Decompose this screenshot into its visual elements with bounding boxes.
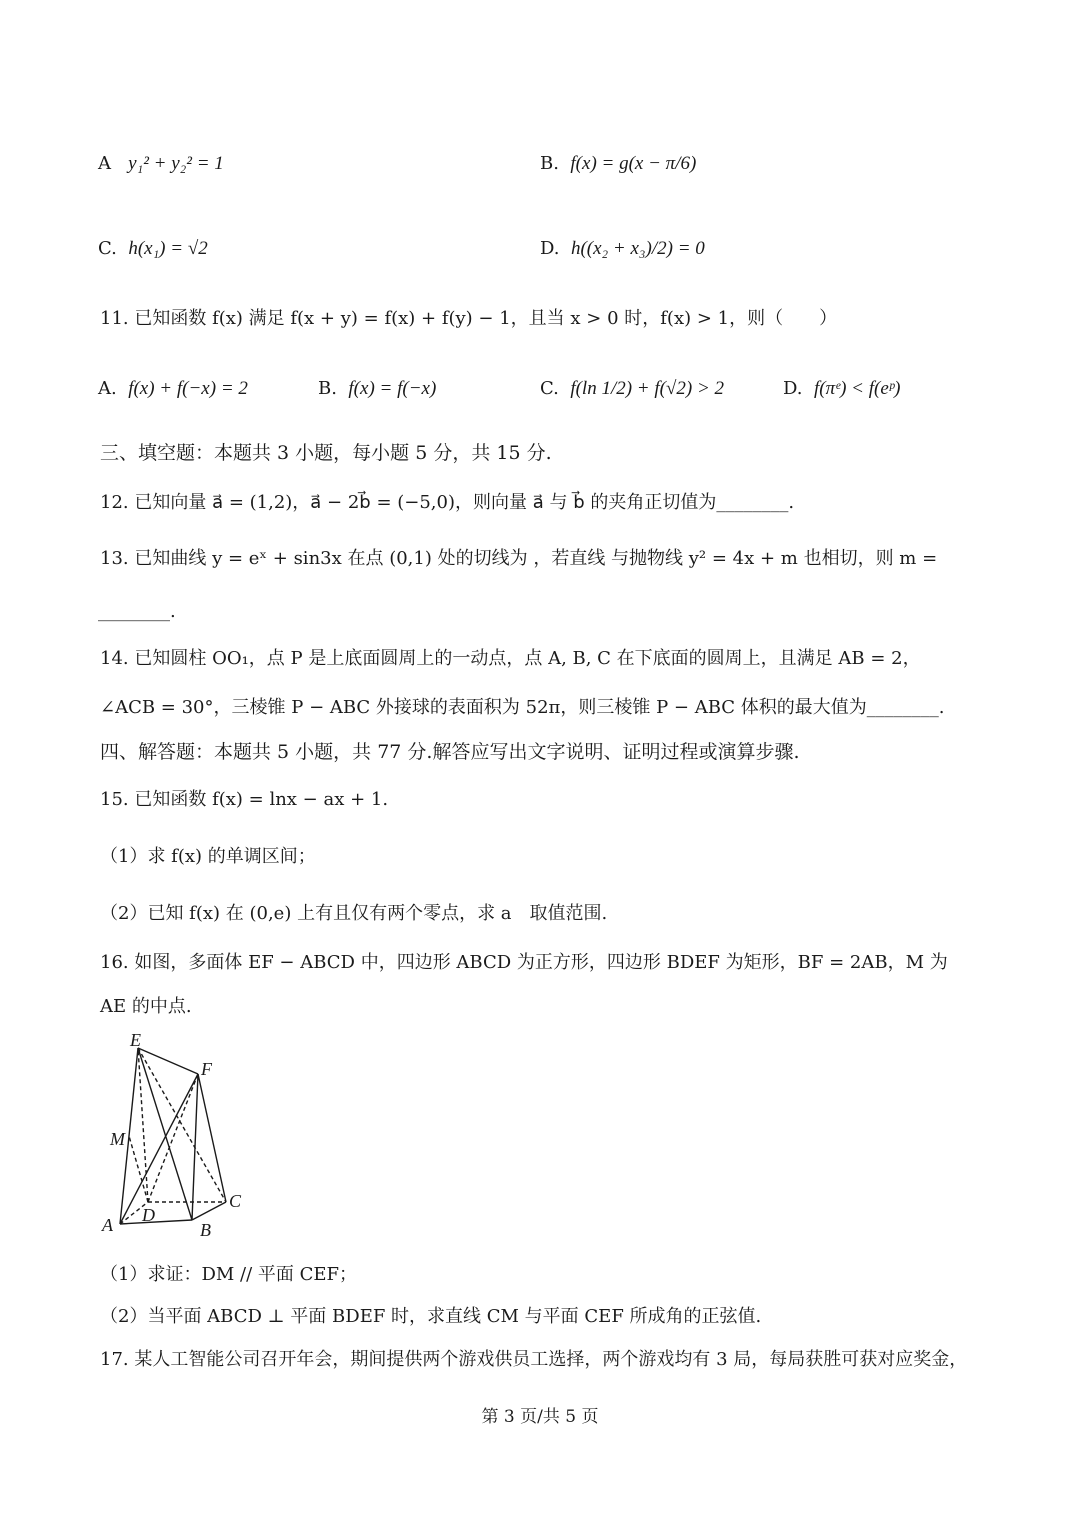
option-label: C. — [540, 378, 559, 399]
option-label: B. — [540, 153, 559, 174]
q10-option-a — [98, 152, 224, 176]
q10-option-b — [540, 152, 696, 176]
option-expr: h(x₁) = √2 — [128, 238, 208, 259]
option-label: A. — [98, 378, 117, 399]
option-expr: y₁² + y₂² = 1 — [128, 153, 224, 174]
option-label: B. — [318, 378, 337, 399]
label-d: D — [142, 1205, 155, 1225]
q14-line-2: ∠ACB = 30°，三棱锥 P − ABC 外接球的表面积为 52π，则三棱锥 P − ABC 体积的最大值为________. — [100, 697, 945, 718]
q11-stem: 11. 已知函数 f(x) 满足 f(x + y) = f(x) + f(y) − 1，且当 x > 0 时，f(x) > 1，则（ ） — [100, 308, 838, 329]
q15-stem: 15. 已知函数 f(x) = lnx − ax + 1. — [100, 789, 389, 810]
label-c: C — [229, 1191, 242, 1211]
edge-df — [148, 1074, 198, 1202]
q13-line-1: 13. 已知曲线 y = eˣ + sin3x 在点 (0,1) 处的切线为 ，若直线 与抛物线 y² = 4x + m 也相切，则 m = — [100, 548, 938, 569]
q16-line-2: AE 的中点. — [100, 996, 192, 1017]
option-expr: h((x₂ + x₃)/2) = 0 — [570, 238, 705, 259]
q12-stem: 12. 已知向量 a⃗ = (1,2)，a⃗ − 2b⃗ = (−5,0)，则向量 a⃗ 与 b⃗ 的夹角正切值为________. — [100, 492, 795, 513]
q10-option-c — [98, 237, 208, 261]
option-expr: f(x) = f(−x) — [348, 378, 437, 399]
label-b: B — [200, 1220, 211, 1240]
option-expr: f(ln 1/2) + f(√2) > 2 — [570, 378, 725, 399]
q11-option-d — [783, 377, 900, 401]
q11-option-c — [540, 377, 724, 401]
page-footer: 第 3 页/共 5 页 — [481, 1407, 599, 1427]
q10-option-d — [540, 237, 705, 261]
q17-stem: 17. 某人工智能公司召开年会，期间提供两个游戏供员工选择，两个游戏均有 3 局，每局获胜可获对应奖金， — [100, 1349, 968, 1370]
q11-option-b — [318, 377, 436, 401]
edge-fc — [198, 1074, 226, 1202]
option-expr: f(x) + f(−x) = 2 — [128, 378, 248, 399]
polyhedron-figure — [100, 1030, 260, 1245]
edge-ef — [138, 1048, 198, 1074]
edge-ab — [120, 1220, 192, 1224]
section-4-heading: 四、解答题：本题共 5 小题，共 77 分.解答应写出文字说明、证明过程或演算步骤. — [100, 741, 800, 763]
label-m: M — [110, 1129, 125, 1149]
label-a: A — [102, 1215, 113, 1235]
q14-line-1: 14. 已知圆柱 OO₁，点 P 是上底面圆周上的一动点，点 A, B, C 在下底面的圆周上，且满足 AB = 2， — [100, 648, 921, 669]
q11-option-a — [98, 377, 248, 401]
option-label: A — [98, 153, 111, 174]
edge-ec — [138, 1048, 226, 1202]
label-e: E — [130, 1030, 141, 1050]
option-expr: f(x) = g(x − π/6) — [570, 153, 697, 174]
option-label: D. — [783, 378, 803, 399]
section-3-heading: 三、填空题：本题共 3 小题，每小题 5 分，共 15 分. — [100, 442, 552, 464]
q16-part-1: （1）求证：DM // 平面 CEF； — [100, 1264, 358, 1285]
q15-part-2: （2）已知 f(x) 在 (0,e) 上有且仅有两个零点，求 a 取值范围. — [100, 903, 608, 924]
option-expr: f(πᵉ) < f(eᵖ) — [813, 378, 901, 399]
edge-bc — [192, 1202, 226, 1220]
q15-part-1: （1）求 f(x) 的单调区间； — [100, 846, 316, 867]
option-label: C. — [98, 238, 117, 259]
q16-part-2: （2）当平面 ABCD ⊥ 平面 BDEF 时，求直线 CM 与平面 CEF 所成角的正弦值. — [100, 1306, 762, 1327]
option-label: D. — [540, 238, 560, 259]
q16-line-1: 16. 如图，多面体 EF − ABCD 中，四边形 ABCD 为正方形，四边形 BDEF 为矩形，BF = 2AB，M 为 — [100, 952, 948, 973]
edge-dm — [129, 1136, 148, 1202]
label-f: F — [201, 1059, 212, 1079]
q13-line-2: ________. — [98, 601, 176, 622]
